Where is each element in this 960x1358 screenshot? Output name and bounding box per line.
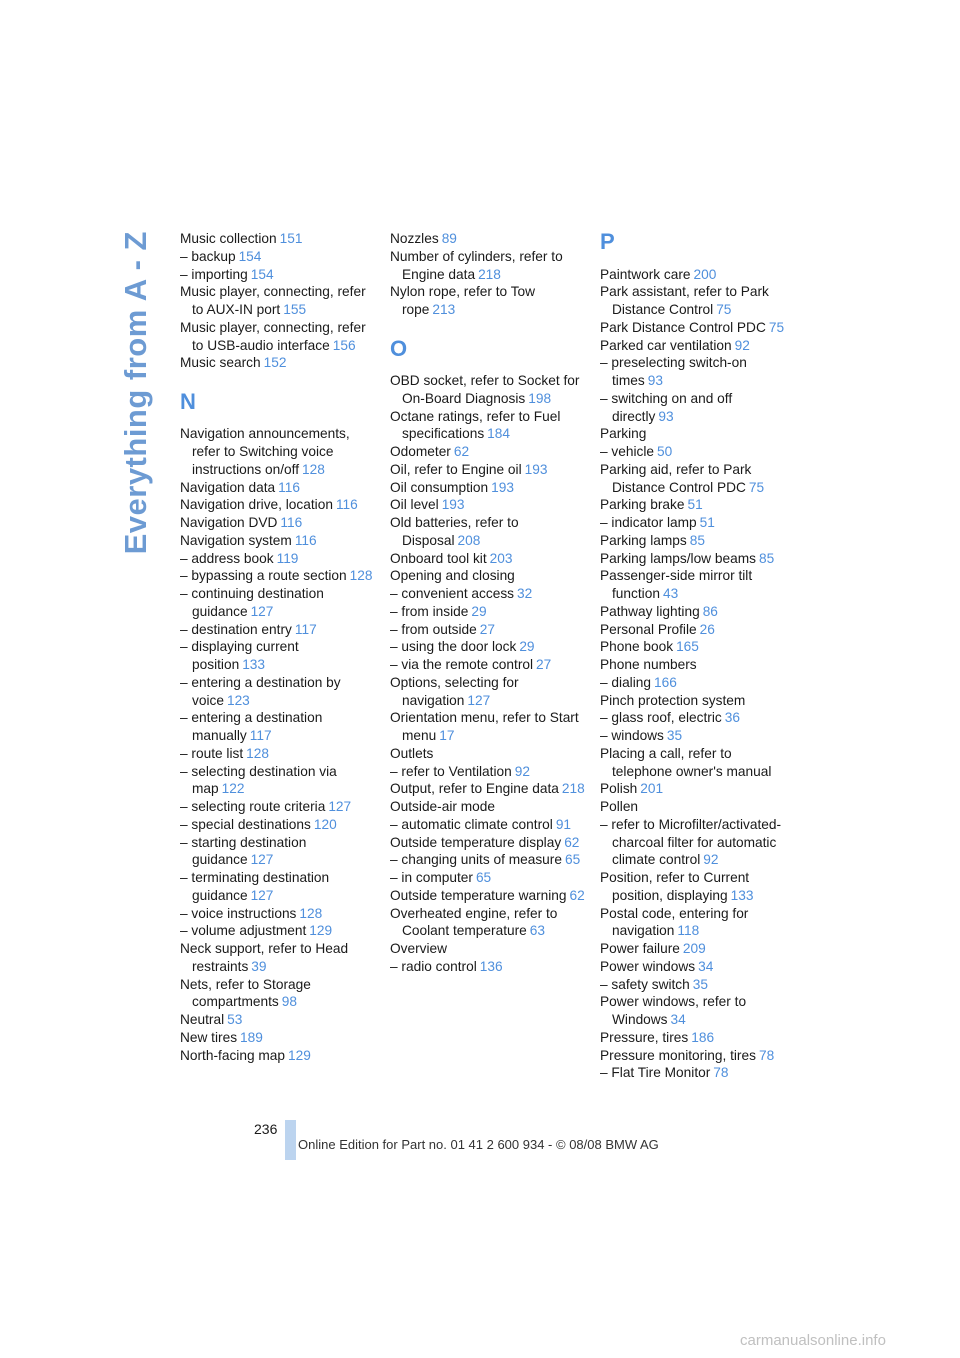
page-reference-link[interactable]: 92 — [514, 763, 530, 779]
footer-accent-bar — [285, 1120, 296, 1160]
index-entry — [390, 674, 585, 710]
page-reference-link[interactable]: 203 — [489, 550, 513, 566]
index-entry-text: Park Distance Control PDC — [600, 319, 766, 335]
page-reference-link[interactable]: 98 — [281, 994, 297, 1010]
index-entry — [390, 461, 585, 479]
index-entry-text: Power windows, refer to Windows — [600, 994, 747, 1027]
page-reference-link[interactable]: 78 — [713, 1065, 729, 1081]
page-reference-link[interactable]: 27 — [479, 621, 495, 637]
index-entry — [180, 1011, 375, 1029]
page-reference-link[interactable]: 50 — [657, 444, 673, 459]
index-entry-text: Power failure — [600, 941, 680, 956]
index-entry-text: – entering a destination manually — [180, 710, 323, 743]
index-entry-text: Neutral — [180, 1012, 225, 1027]
index-entry-text: Music search — [180, 355, 261, 371]
index-entry-text: – volume adjustment — [180, 923, 307, 939]
index-entry-text: Number of cylinders, refer to Engine data — [390, 248, 563, 282]
index-entry-text: Opening and closing — [390, 568, 515, 584]
index-entry — [180, 816, 375, 834]
index-entry — [600, 550, 795, 568]
page-reference-link[interactable]: 133 — [242, 657, 266, 672]
index-entry-text: Nozzles — [390, 231, 439, 246]
page-reference-link[interactable]: 43 — [662, 586, 679, 601]
index-column-1 — [180, 230, 375, 1064]
index-entry — [180, 674, 375, 710]
index-entry-text: Nets, refer to Storage compartments — [180, 976, 311, 1010]
index-entry — [600, 709, 795, 727]
index-entry — [600, 905, 795, 941]
index-entry-text: – refer to Microfilter/activated-charcoal filter for automatic climate control — [600, 816, 782, 868]
index-entry-text: Pollen — [600, 799, 639, 814]
index-entry — [390, 603, 585, 621]
index-entry-text: Outside temperature warning — [390, 887, 567, 903]
index-entry — [390, 940, 585, 958]
page-number: 236 — [254, 1121, 278, 1137]
page-reference-link[interactable]: 193 — [441, 497, 465, 513]
index-entry-text: Odometer — [390, 444, 451, 459]
index-entry-text: Oil, refer to Engine oil — [390, 461, 522, 477]
index-entry-text: – from outside — [390, 621, 477, 637]
index-entry-text: – address book — [180, 550, 274, 566]
index-entry-text: New tires — [180, 1029, 238, 1045]
side-title: Everything from A - Z — [118, 231, 153, 555]
index-entry-text: Pinch protection system — [600, 692, 746, 708]
page-reference-link[interactable]: 91 — [555, 816, 572, 832]
index-entry-text: – terminating destination guidance — [180, 870, 330, 903]
index-entry — [600, 638, 795, 656]
index-entry-text: Navigation drive, location — [180, 497, 333, 513]
page-reference-link[interactable]: 29 — [471, 603, 487, 619]
page-reference-link[interactable]: 218 — [561, 781, 585, 797]
page-reference-link[interactable]: 35 — [692, 976, 708, 992]
index-entry-text: – special destinations — [180, 816, 311, 832]
index-entry-text: Nylon rope, refer to Tow rope — [390, 284, 536, 317]
index-entry — [390, 887, 585, 905]
index-entry — [600, 337, 795, 355]
index-entry — [390, 567, 585, 585]
index-entry-text: Parking aid, refer to Park Distance Control PDC — [600, 461, 752, 495]
index-entry-text: Park assistant, refer to Park Distance Control — [600, 284, 769, 317]
index-entry — [390, 248, 585, 284]
page-reference-link[interactable]: 51 — [699, 515, 715, 530]
index-entry-text: Music player, connecting, refer to AUX-IN port — [180, 284, 366, 317]
index-entry — [600, 656, 795, 674]
index-entry-text: Parking brake — [600, 497, 685, 513]
index-entry — [180, 230, 375, 248]
index-entry — [390, 816, 585, 834]
index-entry — [600, 1029, 795, 1047]
index-entry — [180, 834, 375, 870]
index-entry — [180, 496, 375, 514]
index-entry-text: – Flat Tire Monitor — [600, 1065, 711, 1081]
index-entry-text: – via the remote control — [390, 657, 534, 672]
page-reference-link[interactable]: 116 — [278, 479, 300, 495]
index-entry — [180, 745, 375, 763]
page-reference-link[interactable]: 116 — [294, 532, 317, 548]
index-entry — [390, 709, 585, 745]
index-entry-text: Navigation DVD — [180, 515, 278, 530]
page-reference-link[interactable]: 156 — [332, 337, 356, 353]
page-reference-link[interactable]: 127 — [328, 799, 352, 814]
index-entry — [180, 922, 375, 940]
page-reference-link[interactable]: 123 — [226, 692, 250, 708]
index-entry — [390, 514, 585, 550]
index-entry — [390, 656, 585, 674]
index-entry-text: Parking lamps — [600, 532, 687, 548]
index-entry-text: Orientation menu, refer to Start menu — [390, 710, 579, 743]
index-entry-text: Outside-air mode — [390, 799, 495, 814]
watermark: carmanualsonline.info — [740, 1332, 886, 1349]
page-reference-link[interactable]: 218 — [478, 266, 501, 282]
index-entry-text: – vehicle — [600, 444, 655, 459]
index-entry — [600, 319, 795, 337]
index-entry-text: Navigation announcements, refer to Switching voice instructions on/off — [180, 426, 350, 477]
index-entry-text: North-facing map — [180, 1047, 285, 1063]
page-reference-link[interactable]: 186 — [691, 1029, 715, 1045]
index-entry — [600, 603, 795, 621]
index-entry — [390, 869, 585, 887]
index-entry — [180, 479, 375, 497]
index-entry — [180, 319, 375, 355]
index-entry-text: – indicator lamp — [600, 515, 697, 530]
index-entry — [600, 1047, 795, 1065]
page-reference-link[interactable]: 86 — [702, 603, 718, 619]
index-entry — [180, 283, 375, 319]
index-entry — [600, 940, 795, 958]
section-letter: O — [390, 335, 408, 361]
index-entry — [180, 248, 375, 266]
page-reference-link[interactable]: 213 — [432, 302, 456, 317]
page-reference-link[interactable]: 75 — [748, 479, 765, 495]
index-entry — [390, 780, 585, 798]
page-reference-link[interactable]: 127 — [467, 692, 491, 708]
index-entry-text: – selecting destination via map — [180, 763, 337, 797]
index-entry — [390, 851, 585, 869]
index-entry — [180, 425, 375, 478]
index-entry-text: Output, refer to Engine data — [390, 781, 559, 797]
index-entry — [600, 354, 795, 390]
index-entry-text: – continuing destination guidance — [180, 586, 324, 619]
index-entry-text: – selecting route criteria — [180, 799, 326, 814]
page-reference-link[interactable]: 208 — [457, 532, 481, 548]
index-entry-text: Phone book — [600, 639, 674, 655]
footer-edition-text: Online Edition for Part no. 01 41 2 600 934 - © 08/08 BMW AG — [298, 1137, 659, 1152]
page-reference-link[interactable]: 85 — [758, 550, 775, 566]
index-entry — [600, 745, 795, 781]
index-entry-text: – using the door lock — [390, 639, 517, 655]
page-reference-link[interactable]: 154 — [250, 266, 274, 282]
page-reference-link[interactable]: 165 — [676, 639, 699, 655]
index-entry-text: – displaying current position — [180, 639, 299, 672]
index-entry-text: OBD socket, refer to Socket for On-Board Diagnosis — [390, 373, 580, 406]
index-entry — [390, 230, 585, 248]
page-reference-link[interactable]: 128 — [302, 461, 325, 477]
page-reference-link[interactable]: 118 — [677, 923, 700, 939]
index-entry — [390, 798, 585, 816]
index-entry-text: Pressure, tires — [600, 1029, 689, 1045]
index-entry — [180, 550, 375, 568]
index-entry — [390, 638, 585, 656]
index-entry-text: Navigation system — [180, 532, 292, 548]
index-entry-text: – convenient access — [390, 586, 515, 601]
index-entry — [390, 905, 585, 941]
index-entry — [600, 692, 795, 710]
index-entry-text: Postal code, entering for navigation — [600, 905, 749, 939]
index-entry — [600, 798, 795, 816]
index-entry-text: Options, selecting for navigation — [390, 674, 519, 708]
index-entry-text: Parking — [600, 426, 647, 442]
index-entry-text: Position, refer to Current position, displaying — [600, 870, 750, 903]
index-entry — [390, 585, 585, 603]
index-entry-text: – refer to Ventilation — [390, 763, 512, 779]
page-reference-link[interactable]: 75 — [768, 319, 785, 335]
page-reference-link[interactable]: 128 — [349, 568, 373, 584]
index-entry — [180, 940, 375, 976]
index-entry — [600, 674, 795, 692]
index-entry — [600, 1064, 795, 1082]
index-entry — [600, 496, 795, 514]
index-entry — [600, 532, 795, 550]
index-entry-text: – automatic climate control — [390, 816, 553, 832]
index-entry — [390, 408, 585, 444]
index-entry — [180, 869, 375, 905]
page-reference-link[interactable]: 116 — [280, 515, 303, 530]
index-column-2 — [390, 230, 585, 976]
page-reference-link[interactable]: 129 — [309, 923, 333, 939]
index-entry-text: – switching on and off directly — [600, 390, 733, 424]
index-entry-text: – importing — [180, 266, 248, 282]
index-entry — [390, 283, 585, 319]
page-reference-link[interactable]: 34 — [670, 1012, 686, 1027]
index-entry-text: Outside temperature display — [390, 834, 562, 850]
page-reference-link[interactable]: 62 — [564, 834, 580, 850]
page-reference-link[interactable]: 53 — [227, 1012, 243, 1027]
index-entry-text: Oil consumption — [390, 479, 489, 495]
index-entry-text: Phone numbers — [600, 657, 697, 672]
index-entry-text: Outlets — [390, 745, 434, 761]
index-entry-text: Old batteries, refer to Disposal — [390, 515, 519, 548]
index-entry — [390, 834, 585, 852]
index-entry — [180, 709, 375, 745]
index-entry — [600, 514, 795, 532]
index-entry-text: Pathway lighting — [600, 603, 700, 619]
page-reference-link[interactable]: 151 — [279, 231, 303, 246]
index-entry — [600, 390, 795, 426]
index-entry-text: Onboard tool kit — [390, 550, 487, 566]
index-entry-text: – from inside — [390, 603, 469, 619]
page-reference-link[interactable]: 193 — [524, 461, 548, 477]
index-entry — [180, 354, 375, 372]
page-reference-link[interactable]: 117 — [294, 621, 317, 637]
page-reference-link[interactable]: 32 — [517, 586, 533, 601]
page-reference-link[interactable]: 128 — [299, 905, 323, 921]
index-entry — [600, 976, 795, 994]
index-entry — [600, 780, 795, 798]
page-reference-link[interactable]: 34 — [698, 958, 714, 974]
page-reference-link[interactable]: 166 — [654, 674, 677, 690]
index-entry — [600, 993, 795, 1029]
index-entry — [180, 1047, 375, 1065]
index-entry-text: Parking lamps/low beams — [600, 550, 756, 566]
page-reference-link[interactable]: 127 — [250, 603, 274, 619]
index-entry-text: – safety switch — [600, 976, 690, 992]
index-entry-text: Neck support, refer to Head restraints — [180, 941, 349, 974]
index-entry-text: Overheated engine, refer to Coolant temperature — [390, 905, 558, 939]
index-entry — [600, 869, 795, 905]
index-entry-text: Music collection — [180, 231, 277, 246]
index-entry — [600, 443, 795, 461]
index-entry — [180, 567, 375, 585]
index-entry — [180, 514, 375, 532]
index-entry — [390, 621, 585, 639]
index-entry — [180, 621, 375, 639]
page-reference-link[interactable]: 39 — [251, 958, 267, 974]
index-entry — [180, 585, 375, 621]
index-entry — [180, 638, 375, 674]
index-entry — [180, 532, 375, 550]
page-reference-link[interactable]: 36 — [724, 710, 740, 726]
index-entry-text: – radio control — [390, 958, 477, 974]
index-entry-text: Parked car ventilation — [600, 337, 732, 353]
index-entry — [390, 763, 585, 781]
page-reference-link[interactable]: 75 — [716, 302, 732, 317]
index-entry — [600, 727, 795, 745]
index-entry — [600, 816, 795, 869]
index-entry — [390, 550, 585, 568]
index-entry — [600, 958, 795, 976]
page-reference-link[interactable]: 193 — [491, 479, 514, 495]
index-column-3 — [600, 230, 795, 1082]
index-entry-text: – route list — [180, 745, 244, 761]
page-reference-link[interactable]: 27 — [536, 657, 552, 672]
index-entry-text: Power windows — [600, 958, 696, 974]
index-entry — [180, 905, 375, 923]
index-entry-text: – entering a destination by voice — [180, 674, 341, 708]
page-reference-link[interactable]: 65 — [475, 870, 492, 885]
index-entry-text: – dialing — [600, 674, 651, 690]
page-reference-link[interactable]: 200 — [693, 266, 717, 282]
index-entry-text: – changing units of measure — [390, 852, 562, 868]
index-entry — [180, 266, 375, 284]
index-entry — [390, 745, 585, 763]
page-reference-link[interactable]: 129 — [287, 1047, 311, 1063]
section-letter: N — [180, 388, 196, 414]
page-reference-link[interactable]: 209 — [682, 941, 706, 956]
page-reference-link[interactable]: 198 — [528, 390, 552, 406]
index-entry-text: Music player, connecting, refer to USB-audio interface — [180, 319, 366, 353]
page-reference-link[interactable]: 189 — [240, 1029, 263, 1045]
page-reference-link[interactable]: 92 — [734, 337, 750, 353]
index-entry-text: Passenger-side mirror tilt function — [600, 568, 753, 601]
index-entry-text: Personal Profile — [600, 621, 697, 637]
index-entry — [180, 798, 375, 816]
page-reference-link[interactable]: 136 — [479, 958, 503, 974]
page-reference-link[interactable]: 35 — [666, 728, 683, 743]
index-entry-text: Pressure monitoring, tires — [600, 1047, 756, 1063]
page-reference-link[interactable]: 184 — [487, 426, 511, 442]
index-entry — [390, 443, 585, 461]
page-reference-link[interactable]: 92 — [703, 852, 719, 868]
page-reference-link[interactable]: 122 — [221, 781, 245, 797]
page-reference-link[interactable]: 128 — [246, 745, 269, 761]
index-entry-text: – backup — [180, 248, 236, 264]
index-entry — [180, 763, 375, 799]
index-entry-text: – destination entry — [180, 621, 292, 637]
page-reference-link[interactable]: 120 — [313, 816, 337, 832]
page-reference-link[interactable]: 133 — [730, 887, 754, 903]
index-entry — [180, 1029, 375, 1047]
page-reference-link[interactable]: 155 — [283, 302, 307, 317]
page-reference-link[interactable]: 93 — [658, 408, 674, 424]
page-reference-link[interactable]: 154 — [238, 248, 262, 264]
index-entry — [600, 567, 795, 603]
page-reference-link[interactable]: 127 — [250, 852, 274, 868]
index-entry-text: – windows — [600, 728, 664, 743]
index-entry — [600, 461, 795, 497]
page-reference-link[interactable]: 93 — [647, 373, 663, 388]
index-entry-text: Overview — [390, 941, 448, 956]
index-entry-text: Placing a call, refer to telephone owner's manual — [600, 745, 772, 779]
section-letter: P — [600, 229, 615, 254]
index-entry — [390, 479, 585, 497]
index-entry — [390, 372, 585, 408]
index-entry — [600, 425, 795, 443]
index-entry-text: Octane ratings, refer to Fuel specifications — [390, 408, 561, 442]
page-reference-link[interactable]: 152 — [263, 355, 287, 371]
index-entry — [600, 266, 795, 284]
page-reference-link[interactable]: 127 — [250, 887, 274, 903]
page-reference-link[interactable]: 201 — [640, 781, 664, 797]
index-entry-text: – preselecting switch-on times — [600, 355, 747, 388]
page-reference-link[interactable]: 29 — [519, 639, 535, 655]
index-entry — [180, 976, 375, 1012]
index-entry-text: Paintwork care — [600, 266, 691, 282]
index-entry-text: Navigation data — [180, 479, 276, 495]
index-entry-text: – glass roof, electric — [600, 710, 722, 726]
index-entry-text: – in computer — [390, 870, 473, 885]
page-reference-link[interactable]: 65 — [564, 852, 581, 868]
page-reference-link[interactable]: 89 — [441, 231, 457, 246]
page-reference-link[interactable]: 78 — [758, 1047, 775, 1063]
page-reference-link[interactable]: 63 — [529, 923, 546, 939]
page-reference-link[interactable]: 51 — [687, 497, 703, 513]
index-entry — [390, 496, 585, 514]
page-reference-link[interactable]: 62 — [453, 444, 470, 459]
page-reference-link[interactable]: 116 — [335, 497, 358, 513]
index-entry-text: Oil level — [390, 497, 439, 513]
page-reference-link[interactable]: 26 — [699, 621, 715, 637]
index-entry — [390, 958, 585, 976]
index-entry-text: – starting destination guidance — [180, 834, 307, 868]
index-entry-text: Polish — [600, 781, 638, 797]
page-reference-link[interactable]: 117 — [249, 728, 272, 743]
page-reference-link[interactable]: 119 — [276, 550, 299, 566]
index-entry-text: – bypassing a route section — [180, 568, 347, 584]
page-reference-link[interactable]: 17 — [439, 728, 455, 743]
page-reference-link[interactable]: 62 — [569, 887, 585, 903]
index-entry — [600, 283, 795, 319]
index-entry-text: – voice instructions — [180, 905, 297, 921]
index-entry — [600, 621, 795, 639]
page-reference-link[interactable]: 85 — [689, 532, 705, 548]
